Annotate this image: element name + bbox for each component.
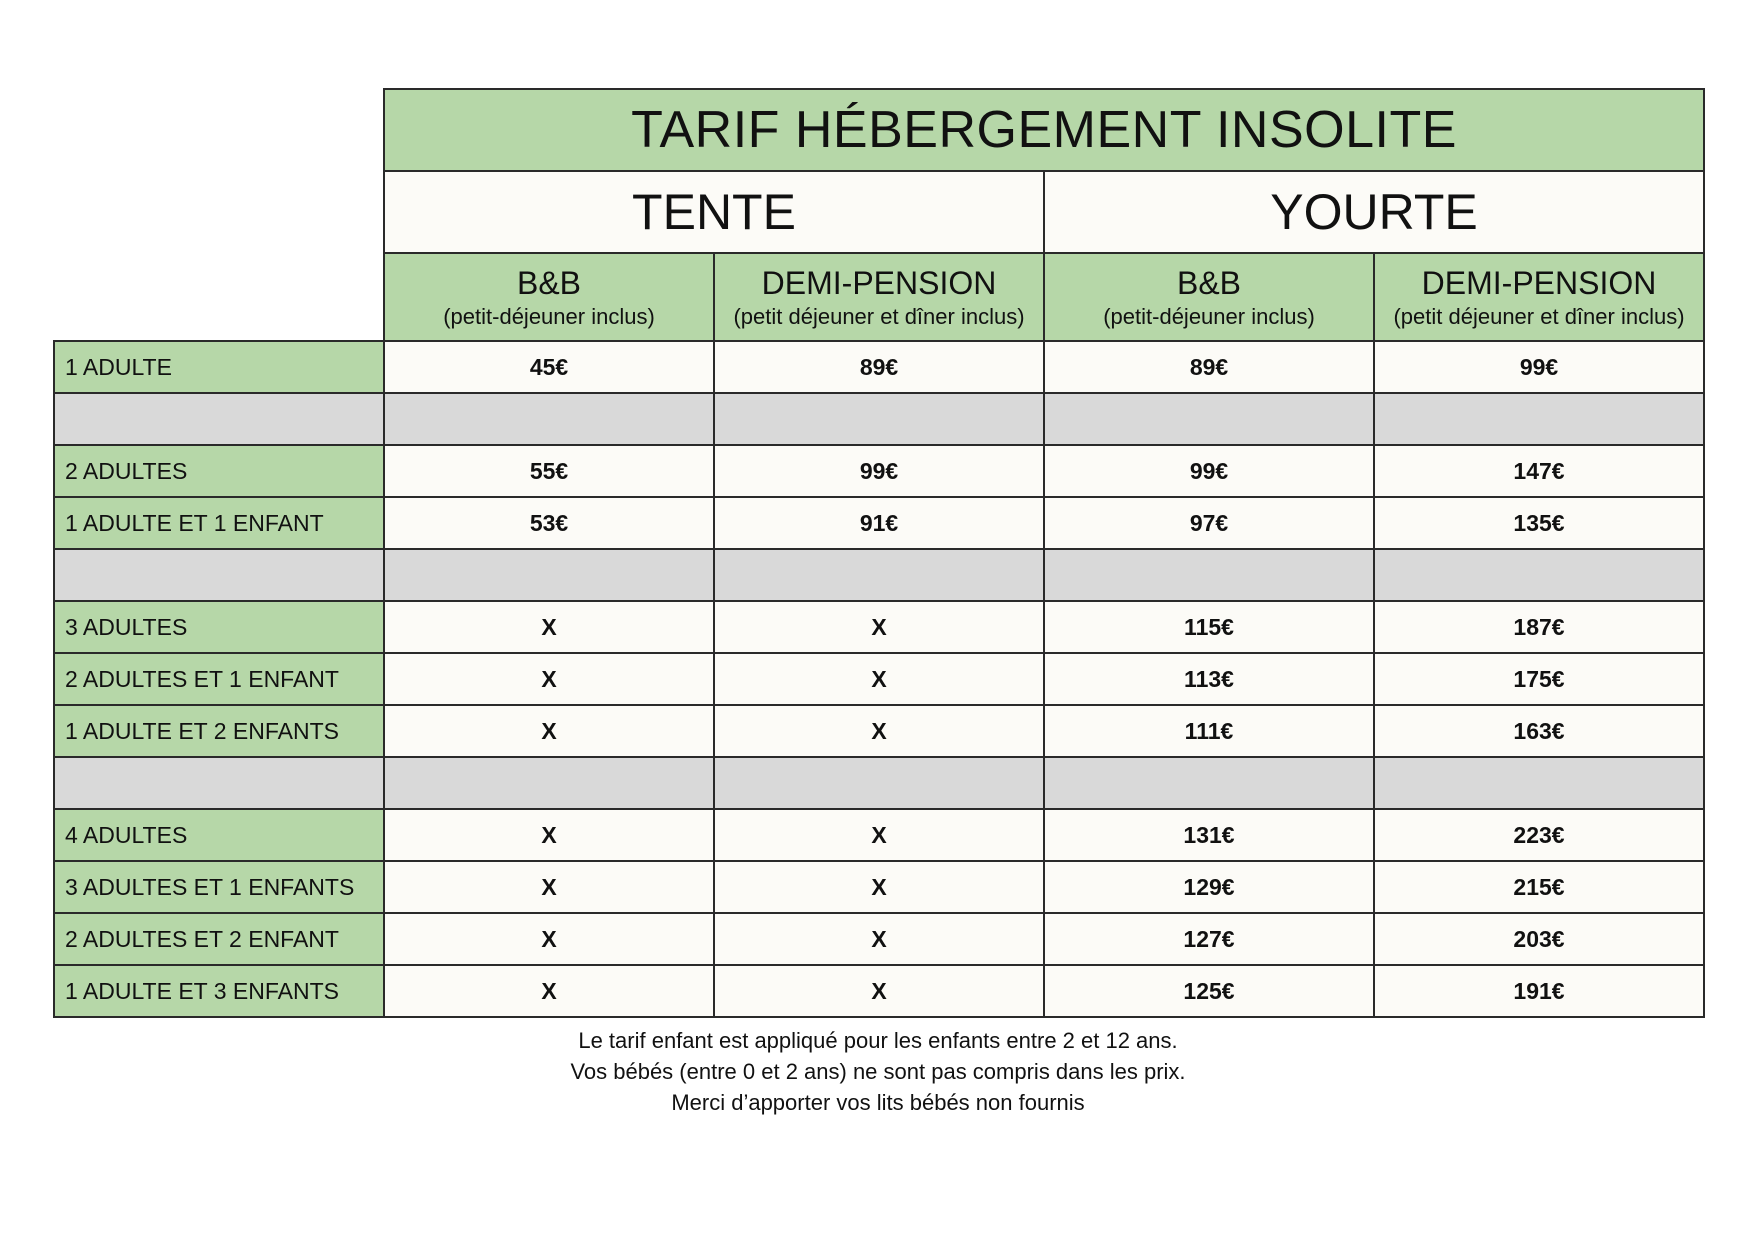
price-cell: X	[714, 601, 1044, 653]
price-cell: X	[384, 965, 714, 1017]
formula-description: (petit déjeuner et dîner inclus)	[733, 303, 1025, 329]
table-row	[54, 809, 1704, 861]
price-cell: 89€	[1044, 341, 1374, 393]
occupancy-label: 4 ADULTES	[54, 809, 384, 861]
occupancy-label: 1 ADULTE ET 3 ENFANTS	[54, 965, 384, 1017]
formula-name: B&B	[1176, 264, 1242, 301]
separator-cell	[714, 393, 1044, 445]
separator-cell	[1374, 549, 1704, 601]
table-row	[54, 497, 1704, 549]
occupancy-label: 1 ADULTE ET 1 ENFANT	[54, 497, 384, 549]
title-row	[54, 89, 1704, 171]
accommodation-header-yourte: YOURTE	[1044, 171, 1704, 253]
separator-cell	[54, 757, 384, 809]
formula-header-tente-bnb	[384, 253, 714, 341]
price-cell: 113€	[1044, 653, 1374, 705]
price-cell: 127€	[1044, 913, 1374, 965]
table-row	[54, 861, 1704, 913]
occupancy-label: 2 ADULTES	[54, 445, 384, 497]
separator-cell	[714, 549, 1044, 601]
occupancy-label: 1 ADULTE ET 2 ENFANTS	[54, 705, 384, 757]
formula-description: (petit-déjeuner inclus)	[1103, 303, 1315, 329]
price-cell: 99€	[1374, 341, 1704, 393]
price-cell: 223€	[1374, 809, 1704, 861]
corner-empty-cell	[54, 89, 384, 171]
corner-empty-cell	[54, 171, 384, 253]
separator-cell	[384, 549, 714, 601]
price-cell: X	[384, 601, 714, 653]
occupancy-label: 3 ADULTES	[54, 601, 384, 653]
price-cell: X	[384, 705, 714, 757]
price-table	[53, 88, 1705, 1018]
price-cell: X	[384, 653, 714, 705]
price-cell: 99€	[714, 445, 1044, 497]
price-cell: 175€	[1374, 653, 1704, 705]
separator-cell	[54, 549, 384, 601]
formula-name: DEMI-PENSION	[1421, 264, 1657, 301]
occupancy-label: 2 ADULTES ET 2 ENFANT	[54, 913, 384, 965]
separator-cell	[384, 757, 714, 809]
table-row	[54, 705, 1704, 757]
separator-cell	[54, 393, 384, 445]
price-cell: X	[714, 705, 1044, 757]
price-cell: 191€	[1374, 965, 1704, 1017]
table-row	[54, 601, 1704, 653]
formula-header-yourte-bnb	[1044, 253, 1374, 341]
formula-description: (petit déjeuner et dîner inclus)	[1393, 303, 1685, 329]
separator-cell	[1374, 757, 1704, 809]
price-cell: X	[714, 809, 1044, 861]
price-table-body	[54, 89, 1704, 1017]
separator-row	[54, 549, 1704, 601]
formula-row	[54, 253, 1704, 341]
separator-cell	[714, 757, 1044, 809]
table-row	[54, 913, 1704, 965]
formula-name: B&B	[516, 264, 582, 301]
separator-cell	[384, 393, 714, 445]
price-cell: X	[384, 861, 714, 913]
table-row	[54, 445, 1704, 497]
table-title: TARIF HÉBERGEMENT INSOLITE	[384, 89, 1704, 171]
price-cell: 163€	[1374, 705, 1704, 757]
price-cell: 147€	[1374, 445, 1704, 497]
separator-cell	[1044, 757, 1374, 809]
price-cell: 55€	[384, 445, 714, 497]
price-cell: X	[714, 913, 1044, 965]
occupancy-label: 3 ADULTES ET 1 ENFANTS	[54, 861, 384, 913]
note-line-cots: Merci d’apporter vos lits bébés non fournis	[671, 1090, 1085, 1115]
table-row	[54, 341, 1704, 393]
table-row	[54, 653, 1704, 705]
formula-description: (petit-déjeuner inclus)	[443, 303, 655, 329]
price-cell: 203€	[1374, 913, 1704, 965]
price-cell: X	[384, 913, 714, 965]
occupancy-label: 2 ADULTES ET 1 ENFANT	[54, 653, 384, 705]
price-cell: 45€	[384, 341, 714, 393]
separator-row	[54, 757, 1704, 809]
price-cell: X	[714, 653, 1044, 705]
note-line-child-rate: Le tarif enfant est appliqué pour les enfants entre 2 et 12 ans.	[578, 1028, 1178, 1053]
separator-cell	[1374, 393, 1704, 445]
corner-empty-cell	[54, 253, 384, 341]
formula-name: DEMI-PENSION	[761, 264, 997, 301]
price-cell: 99€	[1044, 445, 1374, 497]
separator-cell	[1044, 549, 1374, 601]
price-cell: 111€	[1044, 705, 1374, 757]
price-cell: 187€	[1374, 601, 1704, 653]
price-cell: X	[384, 809, 714, 861]
occupancy-label: 1 ADULTE	[54, 341, 384, 393]
note-line-babies: Vos bébés (entre 0 et 2 ans) ne sont pas compris dans les prix.	[570, 1059, 1186, 1084]
price-cell: 89€	[714, 341, 1044, 393]
price-cell: 131€	[1044, 809, 1374, 861]
price-cell: 115€	[1044, 601, 1374, 653]
footer-notes	[53, 1025, 1703, 1118]
price-cell: 125€	[1044, 965, 1374, 1017]
accommodation-row	[54, 171, 1704, 253]
accommodation-header-tente: TENTE	[384, 171, 1044, 253]
formula-header-tente-demi-pension	[714, 253, 1044, 341]
separator-cell	[1044, 393, 1374, 445]
separator-row	[54, 393, 1704, 445]
price-cell: X	[714, 965, 1044, 1017]
price-cell: 97€	[1044, 497, 1374, 549]
price-cell: 91€	[714, 497, 1044, 549]
price-cell: 215€	[1374, 861, 1704, 913]
table-row	[54, 965, 1704, 1017]
formula-header-yourte-demi-pension	[1374, 253, 1704, 341]
price-cell: 129€	[1044, 861, 1374, 913]
price-cell: 53€	[384, 497, 714, 549]
price-cell: X	[714, 861, 1044, 913]
price-cell: 135€	[1374, 497, 1704, 549]
